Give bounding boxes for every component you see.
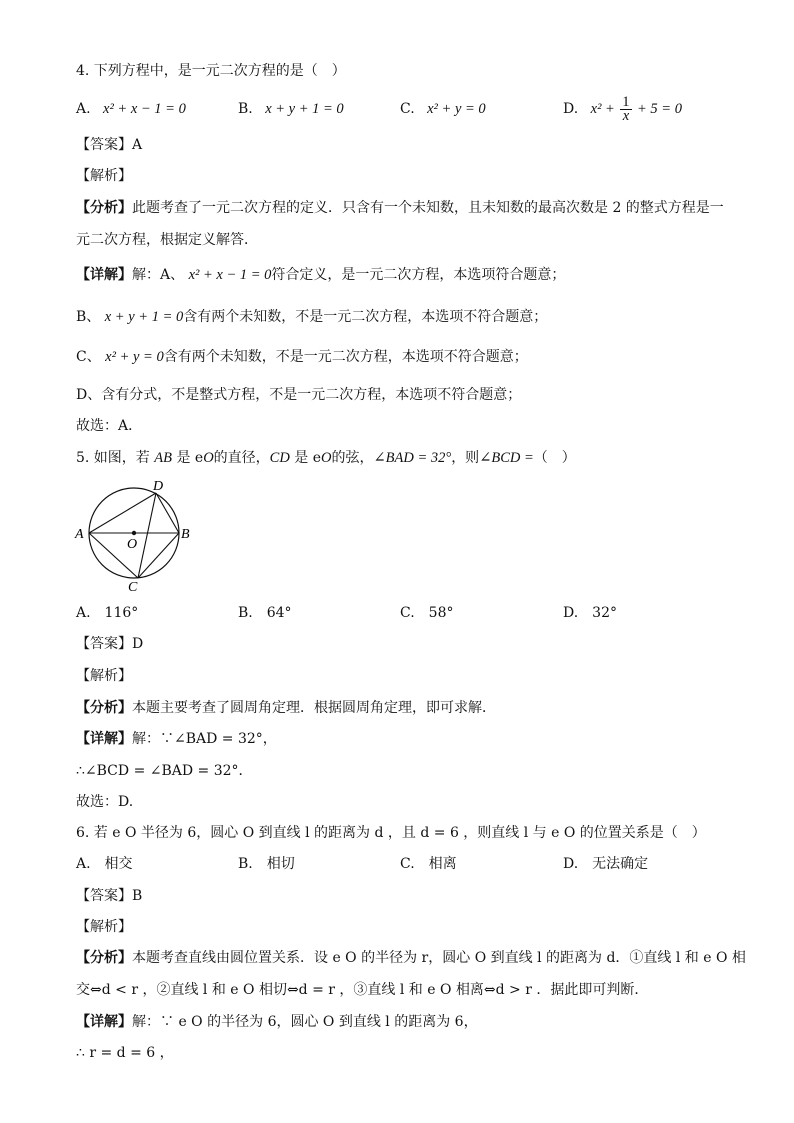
q5-choose: 故选：D. xyxy=(76,794,134,810)
q4-option-c-label: C. xyxy=(400,101,415,117)
q4-option-b-label: B. xyxy=(238,101,253,117)
fenxi-text: 此题考查了一元二次方程的定义．只含有一个未知数，且未知数的最高次数是 2 的整式方程是一 xyxy=(132,200,724,216)
label-o: O xyxy=(127,537,138,552)
detail-tag: 【详解】 xyxy=(76,731,132,747)
q5-fenxi xyxy=(76,698,496,718)
detail-tag: 【详解】 xyxy=(76,1014,132,1030)
stem-text: 5. 如图，若 xyxy=(76,450,150,466)
label-b: B xyxy=(181,527,190,542)
q4-detail-d: D、含有分式，不是整式方程，不是一元二次方程，本选项不符合题意； xyxy=(76,387,522,403)
q6-stem: 6. 若 e O 半径为 6，圆心 O 到直线 l 的距离为 d ，且 d = 6 ，则直线 l 与 e O 的位置关系是（ ） xyxy=(76,825,706,841)
q5-option-c: C. 58° xyxy=(400,605,454,621)
stem-math: ∠BCD = xyxy=(479,450,534,466)
q4-option-b-expr: x + y + 1 = 0 xyxy=(265,101,344,117)
q6-fenxi-2: 交⇔d < r ，②直线 l 和 e O 相切⇔d = r ，③直线 l 和 e O 相离⇔d > r ．据此即可判断． xyxy=(76,982,649,998)
fenxi-tag: 【分析】 xyxy=(76,950,132,966)
q4-answer: 【答案】A xyxy=(76,137,143,153)
q4-option-c xyxy=(400,99,486,119)
fenxi-text: 本题主要考查了圆周角定理．根据圆周角定理，即可求解． xyxy=(132,700,496,716)
stem-math: O xyxy=(203,450,214,466)
detail-text: 含有两个未知数，不是一元二次方程，本选项不符合题意； xyxy=(183,309,548,325)
detail-expr: x² + x − 1 = 0 xyxy=(188,267,272,283)
q6-answer: 【答案】B xyxy=(76,888,143,904)
q5-jiexi: 【解析】 xyxy=(76,668,132,684)
detail-text: C、 xyxy=(76,349,101,365)
label-a: A xyxy=(75,527,84,542)
q4-option-d xyxy=(563,88,682,130)
q4-detail-a xyxy=(76,265,565,285)
stem-text: 的弦， xyxy=(331,450,374,466)
detail-tag: 【详解】 xyxy=(76,267,132,283)
q4-option-d-expr-post: + 5 = 0 xyxy=(637,101,682,117)
detail-text: 含有两个未知数，不是一元二次方程，本选项不符合题意； xyxy=(163,349,528,365)
q4-fenxi-1 xyxy=(76,198,724,218)
q4-option-a-expr: x² + x − 1 = 0 xyxy=(103,101,186,117)
chord-ad xyxy=(89,493,156,533)
detail-text: B、 xyxy=(76,309,101,325)
detail-text: 解：∵∠BAD = 32°， xyxy=(132,731,277,747)
q5-option-a: A. 116° xyxy=(76,605,139,621)
detail-expr: x + y + 1 = 0 xyxy=(104,309,184,325)
stem-math: O xyxy=(321,450,332,466)
q6-option-d: D. 无法确定 xyxy=(563,856,649,872)
label-c: C xyxy=(128,580,138,595)
q6-option-b: B. 相切 xyxy=(238,856,295,872)
q6-jiexi: 【解析】 xyxy=(76,919,132,935)
q4-option-d-label: D. xyxy=(563,101,579,117)
q5-option-b: B. 64° xyxy=(238,605,292,621)
stem-math: ∠BAD = 32° xyxy=(373,450,452,466)
q4-jiexi: 【解析】 xyxy=(76,168,132,184)
q4-option-c-expr: x² + y = 0 xyxy=(427,101,486,117)
q6-fenxi-1 xyxy=(76,948,746,968)
q6-option-a: A. 相交 xyxy=(76,856,133,872)
q4-stem: 4. 下列方程中，是一元二次方程的是（ ） xyxy=(76,63,346,79)
detail-expr: x² + y = 0 xyxy=(105,349,164,365)
fenxi-tag: 【分析】 xyxy=(76,700,132,716)
detail-text: 解：∵ e O 的半径为 6，圆心 O 到直线 l 的距离为 6， xyxy=(132,1014,478,1030)
stem-text: 的直径， xyxy=(213,450,270,466)
q4-detail-c xyxy=(76,347,528,367)
chord-db xyxy=(156,493,179,533)
stem-math: CD xyxy=(269,450,290,466)
q4-fenxi-2: 元二次方程，根据定义解答． xyxy=(76,232,258,248)
q4-option-a-label: A. xyxy=(76,101,91,117)
q5-stem xyxy=(76,448,576,468)
q4-option-d-fraction xyxy=(620,93,631,124)
q5-option-d: D. 32° xyxy=(563,605,617,621)
q4-choose: 故选：A． xyxy=(76,418,143,434)
q6-detail-1 xyxy=(76,1012,478,1032)
q5-detail-2: ∴∠BCD = ∠BAD = 32°． xyxy=(76,763,253,779)
label-d: D xyxy=(153,479,164,494)
detail-text: 解：A、 xyxy=(132,267,185,283)
center-point xyxy=(132,531,136,535)
chord-dc xyxy=(138,493,156,578)
q4-option-b xyxy=(238,99,344,119)
q6-detail-2: ∴ r = d = 6 ， xyxy=(76,1045,174,1061)
fenxi-tag: 【分析】 xyxy=(76,200,132,216)
q4-option-a xyxy=(76,99,186,119)
q4-detail-b xyxy=(76,307,547,327)
detail-text: 符合定义，是一元二次方程，本选项符合题意； xyxy=(271,267,566,283)
stem-text: ，则 xyxy=(451,450,480,466)
stem-text: （ ） xyxy=(533,450,576,466)
q5-detail-1 xyxy=(76,729,277,749)
stem-math: AB xyxy=(154,450,172,466)
q5-answer: 【答案】D xyxy=(76,636,144,652)
fraction-denominator: x xyxy=(622,107,630,124)
q4-option-d-expr-pre: x² + xyxy=(590,101,615,117)
stem-text: 是 e xyxy=(294,450,322,466)
circle-figure xyxy=(72,476,196,596)
stem-text: 是 e xyxy=(176,450,204,466)
fraction-numerator: 1 xyxy=(622,93,630,110)
fenxi-text: 本题考查直线由圆位置关系．设 e O 的半径为 r，圆心 O 到直线 l 的距离为 d．①直线 l 和 e O 相 xyxy=(132,950,746,966)
q6-option-c: C. 相离 xyxy=(400,856,457,872)
